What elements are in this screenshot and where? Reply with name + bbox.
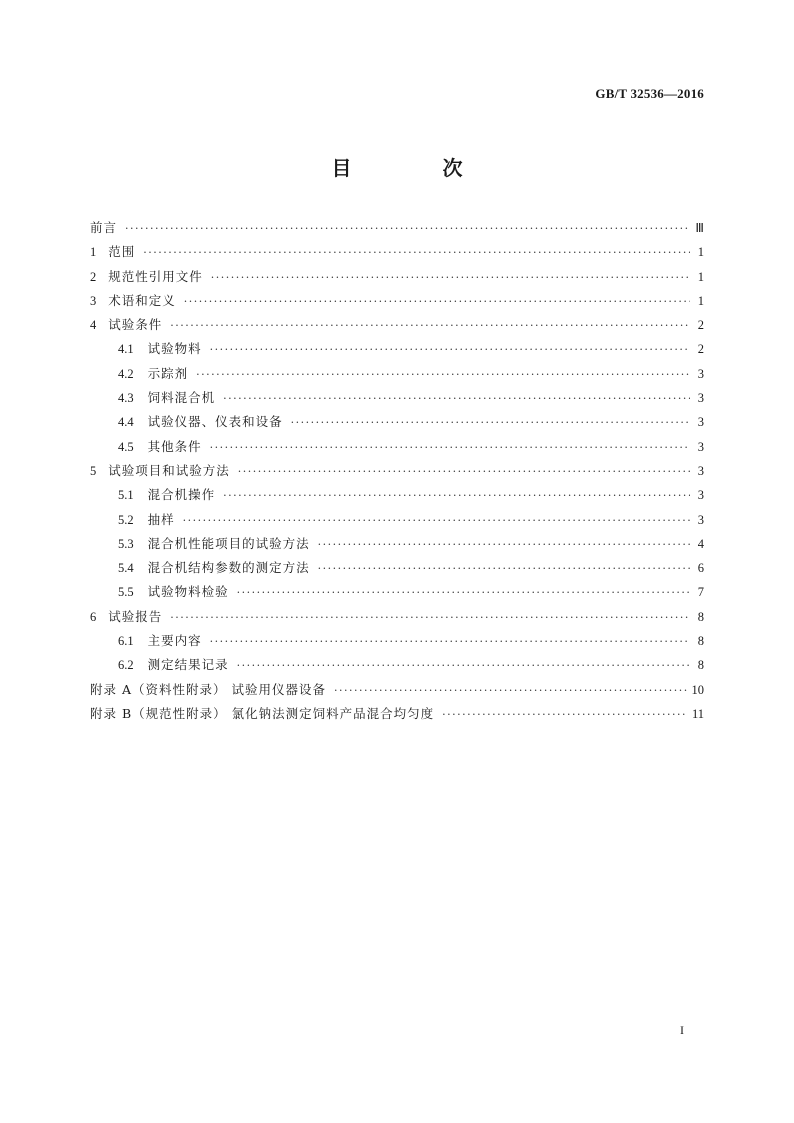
toc-entry-number: 5: [90, 463, 97, 478]
toc-entry-label: 规范性引用文件: [108, 268, 203, 284]
toc-leader-dots: [223, 389, 690, 409]
toc-leader-dots: [211, 268, 690, 288]
toc-entry-page: 1: [697, 269, 704, 284]
toc-leader-dots: [196, 365, 690, 385]
toc-entry-page: 8: [697, 658, 704, 673]
toc-entry[interactable]: [90, 412, 704, 436]
toc-entry[interactable]: [90, 267, 704, 291]
toc-entry[interactable]: [90, 607, 704, 631]
toc-leader-dots: [210, 632, 690, 652]
toc-entry-label: 混合机操作: [147, 487, 216, 503]
toc-entry-number: 2: [90, 269, 97, 284]
toc-entry-label: 其他条件: [147, 438, 202, 454]
toc-entry-page: 3: [697, 488, 704, 503]
toc-leader-dots: [238, 462, 690, 482]
toc-entry[interactable]: [90, 485, 704, 509]
toc-leader-dots: [237, 583, 690, 603]
toc-entry-page: Ⅲ: [695, 221, 704, 235]
toc-entry-page: 6: [697, 561, 704, 576]
toc-entry-label: 范围: [108, 244, 136, 260]
toc-entry-label: 混合机结构参数的测定方法: [147, 560, 310, 576]
toc-entry-label: 主要内容: [147, 633, 202, 649]
toc-leader-dots: [210, 340, 690, 360]
toc-entry[interactable]: [90, 534, 704, 558]
toc-entry-label: 测定结果记录: [147, 657, 229, 673]
toc-entry-number: 5.2: [118, 512, 134, 527]
toc-entry-number: 3: [90, 293, 97, 308]
toc-entry[interactable]: [90, 242, 704, 266]
toc-entry-page: 3: [697, 512, 704, 527]
toc-entry[interactable]: [90, 582, 704, 606]
toc-entry-label: 前言: [90, 220, 118, 235]
toc-entry-page: 2: [697, 318, 704, 333]
toc-leader-dots: [318, 535, 690, 555]
toc-entry[interactable]: [90, 558, 704, 582]
toc-entry-label: 试验条件: [108, 317, 163, 333]
toc-entry-number: 6.1: [118, 634, 134, 649]
toc-leader-dots: [334, 681, 688, 701]
toc-entry-number: 4: [90, 318, 97, 333]
toc-entry-number: 5.1: [118, 488, 134, 503]
toc-entry[interactable]: [90, 704, 704, 728]
toc-entry[interactable]: [90, 510, 704, 534]
toc-entry-number: 4.3: [118, 391, 134, 406]
toc-entry-page: 3: [697, 366, 704, 381]
toc-leader-dots: [223, 486, 690, 506]
toc-leader-dots: [318, 559, 690, 579]
toc-entry-label: 抽样: [147, 511, 175, 527]
toc-entry-page: 2: [697, 342, 704, 357]
toc-entry-page: 3: [697, 439, 704, 454]
toc-entry-number: 4.2: [118, 366, 134, 381]
toc-entry-number: 4.5: [118, 439, 134, 454]
toc-entry-label: 附录 B（规范性附录） 氯化钠法测定饲料产品混合均匀度: [90, 705, 435, 721]
toc-entry-number: 4.4: [118, 415, 134, 430]
toc-entry-page: 8: [697, 634, 704, 649]
toc-entry-page: 3: [697, 415, 704, 430]
table-of-contents: [90, 218, 704, 728]
toc-entry-label: 试验物料: [147, 341, 202, 357]
toc-entry[interactable]: [90, 364, 704, 388]
toc-entry-page: 10: [691, 682, 704, 697]
toc-entry-label: 试验物料检验: [147, 584, 229, 600]
toc-entry[interactable]: [90, 680, 704, 704]
page-number: I: [680, 1023, 684, 1037]
toc-leader-dots: [170, 316, 690, 336]
toc-entry-number: 5.4: [118, 561, 134, 576]
toc-leader-dots: [291, 413, 690, 433]
toc-entry-label: 示踪剂: [147, 365, 189, 381]
toc-entry[interactable]: [90, 631, 704, 655]
toc-leader-dots: [143, 243, 690, 263]
toc-entry-label: 试验项目和试验方法: [108, 462, 230, 478]
toc-entry-number: 5.3: [118, 536, 134, 551]
toc-leader-dots: [183, 511, 690, 531]
toc-entry-label: 试验报告: [108, 608, 163, 624]
toc-entry[interactable]: [90, 339, 704, 363]
toc-entry-page: 3: [697, 391, 704, 406]
toc-entry-label: 术语和定义: [108, 292, 176, 308]
toc-entry-page: 8: [697, 609, 704, 624]
toc-entry-number: 6: [90, 609, 97, 624]
toc-leader-dots: [125, 219, 690, 239]
toc-entry[interactable]: [90, 291, 704, 315]
toc-entry[interactable]: [90, 655, 704, 679]
toc-entry-label: 附录 A（资料性附录） 试验用仪器设备: [90, 681, 326, 697]
toc-leader-dots: [170, 608, 690, 628]
toc-entry-number: 4.1: [118, 342, 134, 357]
toc-entry-page: 1: [697, 245, 704, 260]
toc-leader-dots: [237, 656, 690, 676]
toc-entry[interactable]: [90, 315, 704, 339]
toc-leader-dots: [184, 292, 690, 312]
page-title: 目 次: [331, 156, 505, 180]
toc-entry[interactable]: [90, 461, 704, 485]
toc-entry-number: 1: [90, 245, 97, 260]
toc-entry[interactable]: [90, 388, 704, 412]
toc-entry-page: 11: [691, 706, 704, 721]
toc-entry-page: 7: [697, 585, 704, 600]
toc-entry-page: 3: [697, 463, 704, 478]
toc-entry-number: 5.5: [118, 585, 134, 600]
toc-leader-dots: [210, 438, 690, 458]
toc-entry-label: 饲料混合机: [147, 390, 216, 406]
toc-entry[interactable]: [90, 218, 704, 242]
toc-entry[interactable]: [90, 437, 704, 461]
toc-entry-number: 6.2: [118, 658, 134, 673]
toc-entry-page: 4: [697, 536, 704, 551]
standard-number: GB/T 32536—2016: [595, 86, 704, 101]
toc-entry-label: 试验仪器、仪表和设备: [147, 414, 283, 430]
toc-leader-dots: [442, 705, 688, 725]
toc-entry-label: 混合机性能项目的试验方法: [147, 535, 310, 551]
toc-entry-page: 1: [697, 293, 704, 308]
